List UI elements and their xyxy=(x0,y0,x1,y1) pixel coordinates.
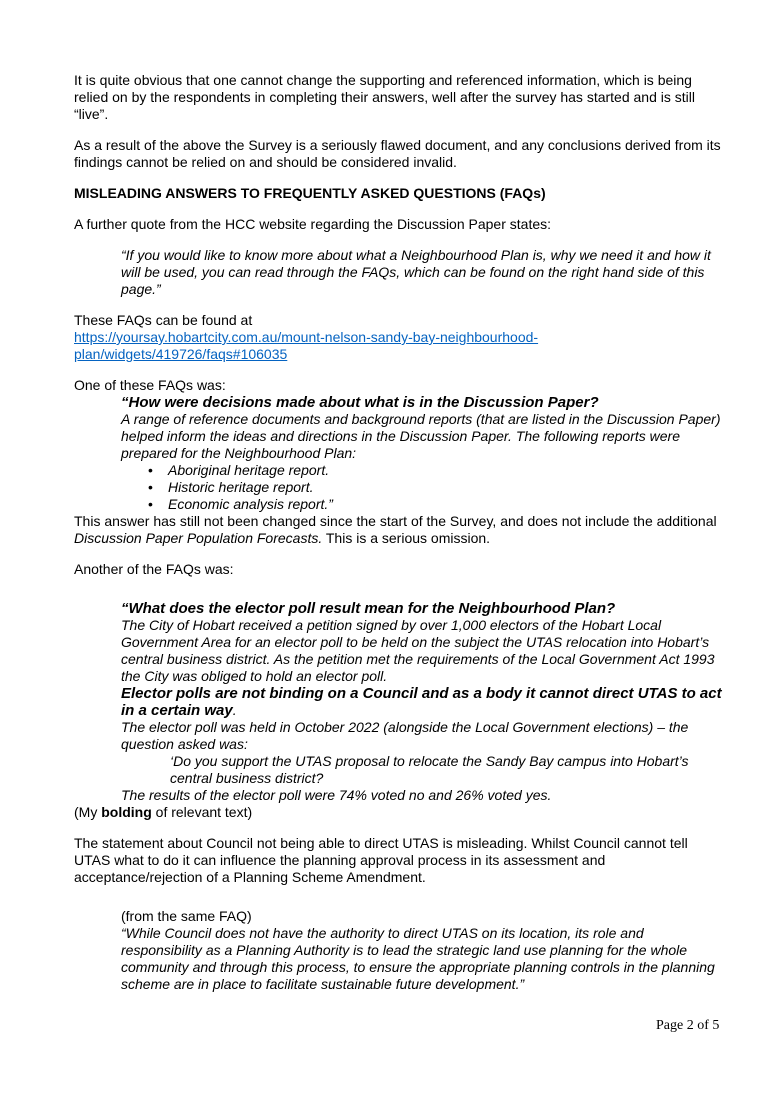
section-heading: MISLEADING ANSWERS TO FREQUENTLY ASKED QUESTIONS (FAQs) xyxy=(74,185,546,201)
page-content xyxy=(74,72,724,993)
faq1-report-list xyxy=(121,462,724,513)
faq2-bold-text: Elector polls are not binding on a Council and as a body it cannot direct UTAS to act in a certain way xyxy=(121,685,722,719)
bolding-note-bold: bolding xyxy=(101,804,152,820)
faq-link-line-2[interactable]: plan/widgets/419726/faqs#106035 xyxy=(74,346,288,362)
list-item: • Historic heritage report. xyxy=(168,479,724,496)
faq2-answer-2: The elector poll was held in October 2022 (alongside the Local Government elections) – the question asked was: xyxy=(121,719,689,752)
faq2-question: “What does the elector poll result mean for the Neighbourhood Plan? xyxy=(121,600,616,617)
faq1-comment-end: This is a serious omission. xyxy=(322,530,491,546)
faq1-comment xyxy=(74,513,724,547)
faq1-intro: One of these FAQs was: xyxy=(74,377,226,393)
faq2-bold-statement xyxy=(121,685,724,719)
statement-paragraph: The statement about Council not being able to direct UTAS is misleading. Whilst Council cannot tell UTAS what to do it can influence the planning approval process in its assessment and acceptance/rejection of a Planning Scheme Amendment. xyxy=(74,835,688,885)
list-item: • Economic analysis report.” xyxy=(168,496,724,513)
page-number: Page 2 of 5 xyxy=(656,1018,720,1033)
bolding-note xyxy=(74,804,724,821)
faq2-answer-3: The results of the elector poll were 74% voted no and 26% voted yes. xyxy=(121,787,552,803)
faq-link[interactable] xyxy=(74,329,724,363)
faq2-quote xyxy=(121,600,724,804)
faq2-intro: Another of the FAQs was: xyxy=(74,561,234,577)
list-item: • Aboriginal heritage report. xyxy=(168,462,724,479)
faq2-answer-1: The City of Hobart received a petition signed by over 1,000 electors of the Hobart Local Government Area for an elector poll to be held on the subject the UTAS relocation into Hobart’s central business district. As the petition met the requirements of the Local Government Act 1993 the City was obliged to hold an elector poll. xyxy=(121,617,715,684)
faq1-question: “How were decisions made about what is in the Discussion Paper? xyxy=(121,394,599,411)
faq2-bold-suffix: . xyxy=(232,702,237,718)
faq2-poll-question: ‘Do you support the UTAS proposal to relocate the Sandy Bay campus into Hobart’s central business district? xyxy=(170,753,689,786)
same-faq-label: (from the same FAQ) xyxy=(121,908,252,924)
bolding-note-post: of relevant text) xyxy=(151,804,253,820)
bolding-note-pre: (My xyxy=(74,804,102,820)
paragraph-survey-flawed: As a result of the above the Survey is a seriously flawed document, and any conclusions derived from its findings cannot be relied on and should be considered invalid. xyxy=(74,137,721,170)
faq1-comment-italic: Discussion Paper Population Forecasts. xyxy=(74,530,323,546)
faq1-comment-text: This answer has still not been changed since the start of the Survey, and does not include the additional xyxy=(74,513,717,529)
faq1-quote xyxy=(121,394,724,513)
faq-link-line-1[interactable]: https://yoursay.hobartcity.com.au/mount-nelson-sandy-bay-neighbourhood- xyxy=(74,329,539,345)
same-faq-quote: “While Council does not have the authority to direct UTAS on its location, its role and responsibility as a Planning Authority is to lead the strategic land use planning for the whole community and through this process, to ensure the appropriate planning controls in the planning scheme are in place to facilitate sustainable future development.” xyxy=(121,925,715,992)
paragraph-survey-live: It is quite obvious that one cannot change the supporting and referenced information, which is being relied on by the respondents in completing their answers, well after the survey has started and is still “live”. xyxy=(74,72,695,122)
faq1-answer: A range of reference documents and background reports (that are listed in the Discussion Paper) helped inform the ideas and directions in the Discussion Paper. The following reports were prepared for the Neighbourhood Plan: xyxy=(121,411,721,461)
faq-location-intro: These FAQs can be found at xyxy=(74,312,253,328)
website-quote: “If you would like to know more about what a Neighbourhood Plan is, why we need it and how it will be used, you can read through the FAQs, which can be found on the right hand side of this page.” xyxy=(121,247,711,297)
website-quote-intro: A further quote from the HCC website regarding the Discussion Paper states: xyxy=(74,216,552,232)
